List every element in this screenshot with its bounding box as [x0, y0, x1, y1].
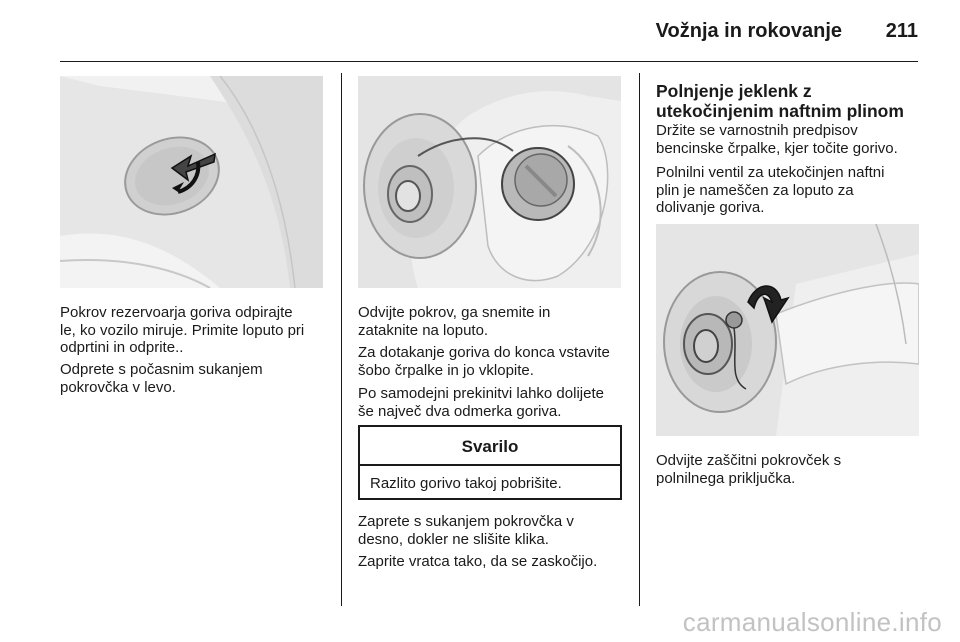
- paragraph: Odvijte pokrov, ga snemite in zataknite na loputo.: [358, 304, 551, 339]
- paragraph: Po samodejni prekinitvi lahko dolijete še največ dva odmerka goriva.: [358, 385, 604, 420]
- fuel-cap-removed-illustration: [358, 76, 621, 288]
- lpg-cap-rotate-illustration: [656, 224, 919, 436]
- warning-text: Razlito gorivo takoj pobrišite.: [370, 475, 562, 492]
- header-divider: [60, 61, 918, 62]
- footer-watermark: carmanualsonline.info: [682, 607, 942, 637]
- column-divider-left: [341, 73, 342, 606]
- paragraph: Odvijte zaščitni pokrovček s polnilnega priključka.: [656, 452, 842, 487]
- warning-title: Svarilo: [360, 427, 620, 466]
- column-divider-right: [639, 73, 640, 606]
- page-number: 211: [885, 20, 918, 42]
- paragraph: Pokrov rezervoarja goriva odpirajte le, ko vozilo miruje. Primite loputo pri odprtini in odprite..: [60, 304, 305, 356]
- fuel-flap-arrow-illustration: [60, 76, 323, 288]
- paragraph: Držite se varnostnih predpisov bencinske črpalke, kjer točite gorivo.: [656, 122, 898, 157]
- paragraph: Za dotakanje goriva do konca vstavite šobo črpalke in jo vklopite.: [358, 344, 610, 379]
- paragraph: Polnilni ventil za utekočinjen naftni plin je nameščen za loputo za dolivanje goriva.: [656, 164, 885, 216]
- section-heading: Polnjenje jeklenk z utekočinjenim naftnim plinom: [656, 81, 904, 121]
- paragraph: Zaprete s sukanjem pokrovčka v desno, dokler ne slišite klika.: [358, 513, 574, 548]
- warning-box: [358, 425, 622, 500]
- paragraph: Odprete s počasnim sukanjem pokrovčka v levo.: [60, 361, 263, 396]
- paragraph: Zaprite vratca tako, da se zaskočijo.: [358, 553, 598, 570]
- page-section-title: Vožnja in rokovanje: [655, 20, 842, 42]
